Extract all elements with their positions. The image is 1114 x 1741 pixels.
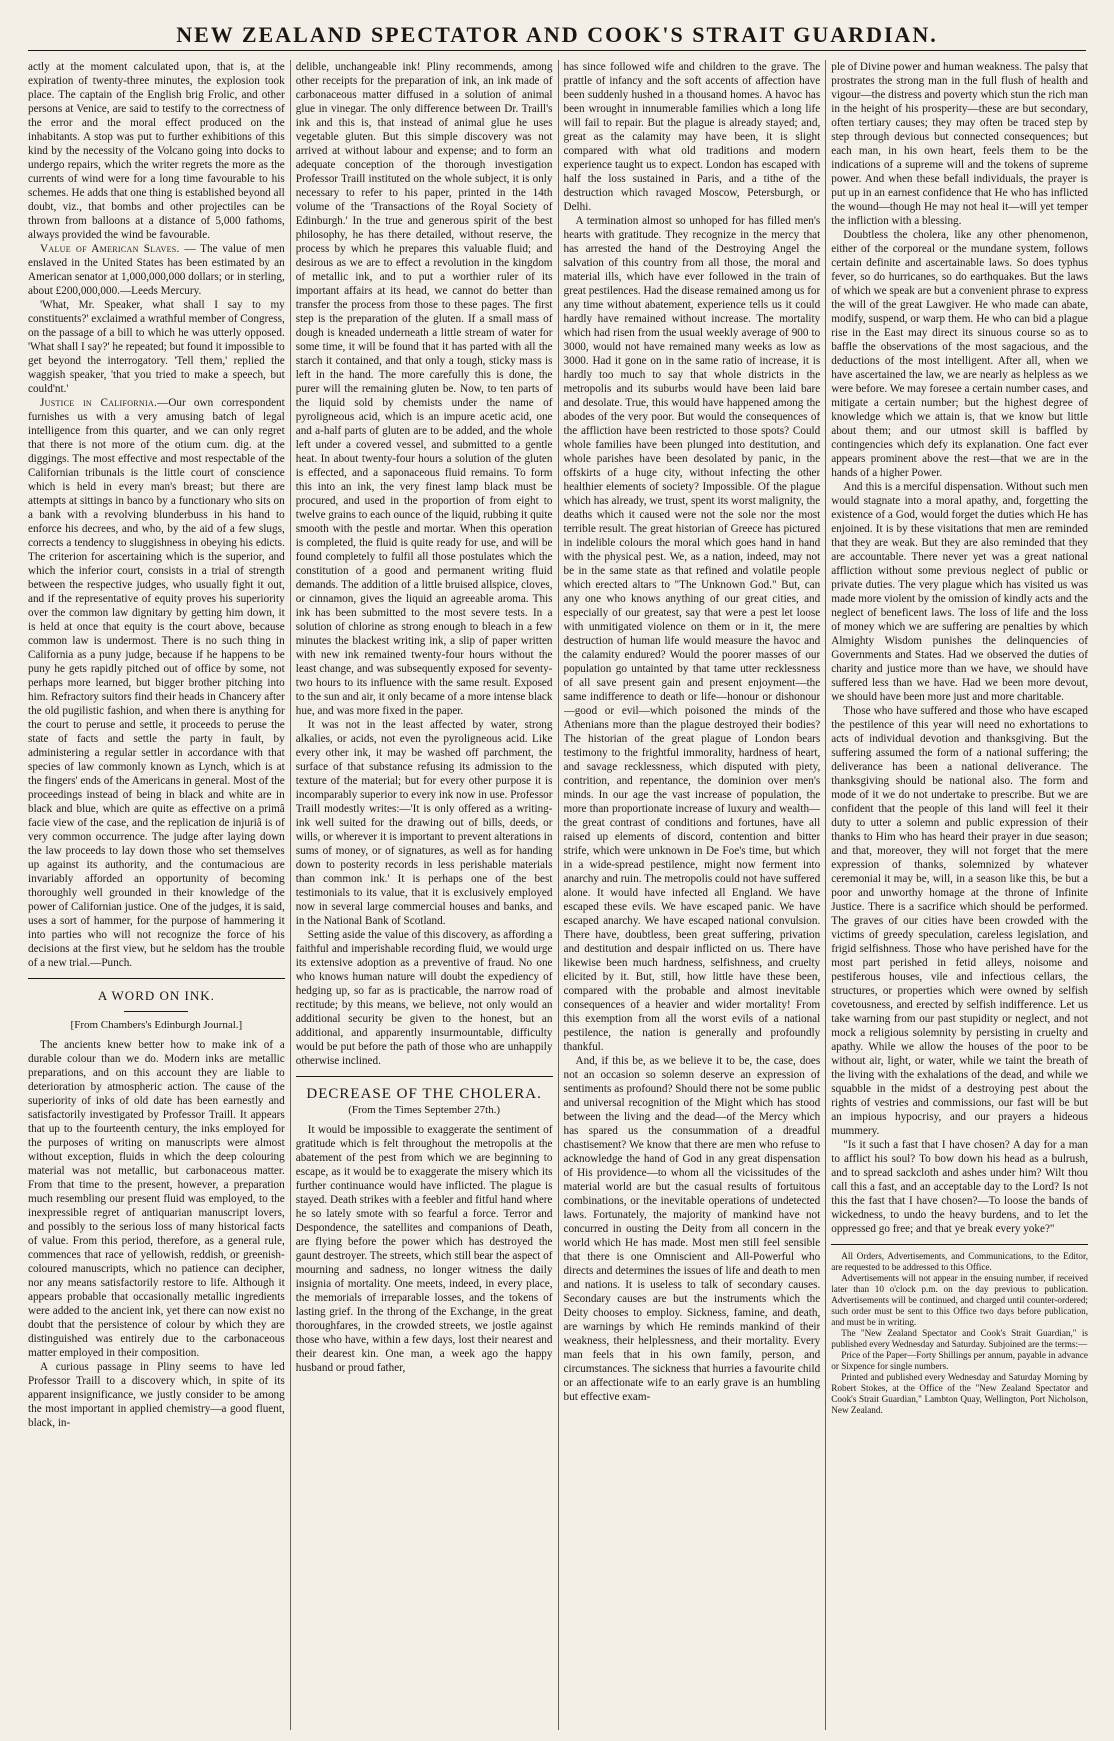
american-slaves-text: — The value of men enslaved in the United States has been estimated by an American senator at 1,000,000,000 dollars; or in sterling, about £200,000,000.—Leeds Mercury.	[28, 243, 285, 297]
notice-orders: All Orders, Advertisements, and Communications, to the Editor, are requested to be addressed to this Office.	[831, 1251, 1088, 1272]
column-divider	[558, 60, 559, 1730]
ink-article-source: [From Chambers's Edinburgh Journal.]	[70, 1019, 243, 1031]
ink-article-title: A WORD ON INK.	[97, 988, 215, 1003]
columns	[28, 60, 1088, 1730]
notice-advertisements: Advertisements will not appear in the ensuing number, if received later than 10 o'clock p.m. on the day previous to publication. Advertisements will be continued, and charged until counter-ordered; such order must be sent to this Office two days before publication, and must be in writing.	[831, 1273, 1088, 1327]
cholera-paragraph-6: Doubtless the cholera, like any other phenomenon, either of the corporeal or the mundane system, follows certain definite and ascertainable laws. So does typhus fever, so do hurricanes, so do earthquakes. But the laws of which we speak are but a convenient phrase to express the will of the great Lawgiver. He who made can abate, modify, suspend, or warp them. He who can bid a plague rise in the East may direct its sinuous course so as to baffle the observations of the most sagacious, and the deductions of the most intelligent. After all, when we have ascertained the law, we are nearly as helpless as we were before. We may foresee a certain number cases, and mitigate a certain number; but the highest degree of knowledge which we attain is, that we know but little about them; and our utmost skill is baffled by contingencies which defy its explanation. One fact ever appears prominent above the rest—that we are in the hands of a higher Power.	[831, 229, 1088, 479]
column-2	[296, 60, 553, 1730]
ink-paragraph-5: Setting aside the value of this discovery, as affording a faithful and imperishable recording fluid, we would urge its extensive adoption as a preventive of fraud. No one who knows human nature will doubt the expediency of hedging up, so far as is practicable, the narrow road of rectitude; by this means, we believe, not only would an additional security be given to the honest, but an additional, and apparently insurmountable, difficulty would be put before the path of those who are unhappily otherwise inclined.	[295, 929, 553, 1067]
cholera-paragraph-4: And, if this be, as we believe it to be, the case, does not an occasion so solemn deserve an expression of sentiments as profound? Should there not be some public and universal recognition of the Might which has stood between the living and the dead—of the Mercy which has spared us the consummation of a dreadful chastisement? We know that there are men who refuse to acknowledge the hand of God in any great dispensation of His providence—to whom all the vicissitudes of the material world are but the casual results of fortuitous combinations, or the inevitable operations of undetected laws. Fortunately, the majority of mankind have not concurred in ousting the Deity from all concern in the world which He has made. Most men still feel sensible that there is one Omniscient and All-Powerful who directs and determines the issues of life and death to men and nations. It is useless to talk of secondary causes. Secondary causes are but the instruments which the Deity chooses to employ. Sickness, famine, and death, are warnings by which He reminds mankind of their weakness, their helplessness, and their mortality. Every man feels that in his own family, person, and circumstances. The sickness that hurries a favourite child or an affectionate wife to an early grave is an humbling but effective exam-	[563, 1055, 821, 1403]
scripture-quote-paragraph: "Is it such a fast that I have chosen? A day for a man to afflict his soul? To bow down his head as a bulrush, and to spread sackcloth and ashes under him? Wilt thou call this a fast, and an acceptable day to the Lord? Is not this the fast that I have chosen?—To loose the bands of wickedness, to undo the heavy burdens, and to let the oppressed go free; and that ye break every yoke?"	[831, 1139, 1088, 1235]
notice-publication: The "New Zealand Spectator and Cook's Strait Guardian," is published every Wednesday and Saturday. Subjoined are the terms:—	[831, 1328, 1088, 1349]
cholera-paragraph-7: And this is a merciful dispensation. Without such men would stagnate into a moral apathy, and, forgetting the existence of a God, would forget the duties which He has enjoined. It is by these visitations that men are reminded that they are weak. But they are also reminded that they are accountable. There never yet was a great national affliction without some previous neglect of public or private duties. The very plague which has visited us was made more violent by the omission of kindly acts and the neglect of beneficent laws. The loss of life and the loss of money which we are suffering are penalties by which Almighty Wisdom punishes the delinquencies of Governments and States. Had we observed the duties of charity and justice more than we have, we should have suffered less than we have. Had we been more devout, we should have been more just and more charitable.	[831, 481, 1088, 703]
cholera-article-source: (From the Times September 27th.)	[348, 1104, 501, 1116]
section-rule	[831, 1244, 1088, 1245]
american-slaves-paragraph	[28, 242, 285, 298]
ink-paragraph-3: delible, unchangeable ink! Pliny recommends, among other receipts for the preparation of ink, an ink made of carbonaceous matter diffused in a solution of animal glue in vinegar. The only difference between Dr. Traill's ink and this is, that instead of animal glue he uses vegetable gluten. But this simple discovery was not arrived at without labour and expense; and to form an adequate conception of the thorough investigation Professor Traill instituted on the whole subject, it is only necessary to refer to his paper, printed in the 14th volume of the 'Transactions of the Royal Society of Edinburgh.' In the true and generous spirit of the best philosophy, he has there detailed, without reserve, the process by which he prepares this valuable fluid; and desirous as we are to effect a revolution in the kingdom of metallic ink, and to put a worthier ruler of its important affairs at its head, we cannot do better than transfer the process from those to these pages. The first step is the preparation of the gluten. If a small mass of dough is kneaded underneath a little stream of water for some time, it will be found that it has parted with all the starch it contained, and that only a tough, sticky mass is left in the hand. The more carefully this is done, the purer will the remaining gluten be. Now, to ten parts of the liquid sold by chemists under the name of pyroligneous acid, which is an impure acetic acid, one and a-half parts of gluten are to be added, and the whole left under a covered vessel, and submitted to a gentle heat. In about twenty-four hours a solution of the gluten is effected, and a saponaceous fluid remains. To form this into an ink, the very finest lamp black must be procured, and used in the proportion of from eight to twelve grains to each ounce of the liquid, rubbing it quite smooth with the pestle and mortar. When this operation is completed, the fluid is quite ready for use, and will be found completely to fulfil all those postulates which the constitution of a good and permanent writing fluid demands. The addition of a little bruised allspice, cloves, or cinnamon, gives the liquid an agreeable aroma. This ink has been submitted to the most severe tests. In a solution of chlorine as strong enough to bleach in a few minutes the blackest writing ink, a slip of paper written with new ink remained twenty-four hours without the least change, and was subsequently exposed for seventy-two hours to its influence with the same result. Exposed to the sun and air, it only became of a more intense black hue, and was more fixed in the paper.	[295, 61, 553, 717]
ink-paragraph-1: The ancients knew better how to make ink of a durable colour than we do. Modern inks are metallic preparations, and on this account they are liable to deterioration by atmospheric action. The cause of the superiority of inks of old date has been earnestly and satisfactorily investigated by Professor Traill. It appears that up to the fourteenth century, the inks employed for the purposes of writing on manuscripts were almost without exception, fluids in which the deep colouring material was not metallic, but carbonaceous matter. From that time to the present, however, a preparation much resembling our present fluid was employed, to the inexpressible regret of antiquarian manuscript lovers, and possibly to the serious loss of many historical facts of value. From this period, therefore, as a general rule, commences that race of yellowish, reddish, or greenish-coloured manuscripts, which no patience can decipher, nor any means satisfactorily restore to life. Although it appears probable that occasionally metallic ingredients were added to the ancient ink, yet there can now exist no doubt that the persistence of colour by which they are distinguished was entirely due to the carbonaceous matter employed in their composition.	[28, 1039, 285, 1359]
column-3	[564, 60, 821, 1730]
cholera-paragraph-2: has since followed wife and children to the grave. The prattle of infancy and the soft accents of affection have been suddenly hushed in a thousand homes. A havoc has been wrought in innumerable families which a long life will fail to repair. But the plague is already stayed; and, great as the calamity may have been, it is slight compared with what old traditions and modern experience taught us to expect. London has escaped with half the loss sustained in Paris, and a tithe of the destruction which ravaged Moscow, Petersburgh, or Delhi.	[563, 61, 821, 213]
masthead-rule	[28, 50, 1086, 51]
cholera-paragraph-1: It would be impossible to exaggerate the sentiment of gratitude which is felt throughout the metropolis at the abatement of the pest from which we are beginning to escape, as it would be to exaggerate the misery which its further continuance would have inflicted. The plague is stayed. Death strikes with a feebler and fitful hand where he so lately smote with so fearful a force. Terror and Despondence, the satellites and companions of Death, are flying before the power which has destroyed the gaunt destroyer. The streets, which still bear the aspect of mourning and sadness, no longer witness the daily insignia of mortality. One meets, indeed, in every place, the memorials of irreparable losses, and the tokens of lasting grief. In the throng of the Exchange, in the great thoroughfares, in the crowded streets, we jostle against those who have, within a few days, lost their nearest and their dearest kin. One man, a week ago the happy husband or proud father,	[295, 1124, 553, 1374]
notice-imprint: Printed and published every Wednesday and Saturday Morning by Robert Stokes, at the Office of the "New Zealand Spectator and Cook's Strait Guardian," Lambton Quay, Wellington, Port Nicholson, New Zealand.	[831, 1372, 1088, 1415]
california-justice-heading: Justice in California.	[40, 397, 158, 409]
ink-paragraph-4: It was not in the least affected by water, strong alkalies, or acids, not even the pyroligneous acid. Like every other ink, it may be washed off parchment, the surface of that substance refusing its admission to the texture of the material; but for every other purpose it is incomparably superior to every ink now in use. Professor Traill modestly writes:—'It is only offered as a writing-ink well suited for the drawing out of bills, deeds, or wills, or wherever it is important to prevent alterations in sums of money, or of signatures, as well as for handing down to posterity records in less perishable materials than common ink.' It is perhaps one of the best testimonials to its value, that it is exclusively employed now in several large commercial houses and banks, and in the National Bank of Scotland.	[295, 719, 553, 927]
column-divider	[825, 60, 826, 1730]
speaker-anecdote-paragraph: 'What, Mr. Speaker, what shall I say to my constituents?' exclaimed a wrathful member of Congress, on the passage of a bill to which he was utterly opposed. 'What shall I say?' he repeated; but found it impossible to get beyond the interrogatory. 'Tell them,' replied the waggish speaker, 'that you tried to make a speech, but could'nt.'	[28, 299, 285, 395]
california-justice-paragraph	[28, 396, 285, 970]
masthead-title: NEW ZEALAND SPECTATOR AND COOK'S STRAIT GUARDIAN.	[176, 22, 938, 47]
ink-paragraph-2: A curious passage in Pliny seems to have led Professor Traill to a discovery which, in spite of its apparent insignificance, we justly consider to be among the most important in applied chemistry—a good fluent, black, in-	[28, 1361, 285, 1429]
section-rule	[296, 1076, 553, 1077]
cholera-article-title: DECREASE OF THE CHOLERA.	[306, 1086, 542, 1102]
cholera-paragraph-3: A termination almost so unhoped for has filled men's hearts with gratitude. They recognize in the mercy that has arrested the hand of the Destroying Angel the salvation of this country from all those, the moral and material ills, which have ever followed in the train of great pestilences. Had the disease remained among us for any time without abatement, experience tells us it could hardly have remained without increase. The mortality which had risen from the usual weekly average of 900 to 3000, would not have remained many weeks as low as 3000. Had it gone on in the same ratio of increase, it is hardly too much to say that whole districts in the metropolis and its suburbs would have been laid bare and desolate. True, this would have happened among the abodes of the very poor. But would the consequences of the affliction have been restricted to those spots? Could whole families have been plunged into destitution, and whole parishes have been desolated by panic, in the offskirts of a huge city, without infecting the other healthier elements of society? Impossible. Of the plague which has already, we trust, spent its worst malignity, the deaths which it caused were not the sole nor the most terrible result. The great historian of Greece has pictured in indelible colours the moral which goes hand in hand with the physical pest. We, as a nation, indeed, may not be in the same state as that refined and volatile people which erected altars to "The Unknown God." But, can any one who knows anything of our great cities, and especially of our greatest, say that were a pest let loose with unmitigated violence on them or in it, the mere destruction of human life would measure the havoc and the calamity endured? Would the poorer masses of our population go untainted by that tame utter recklessness of all save present gain and present enjoyment—the same indifference to death or life—honour or dishonour—good or evil—which poisoned the minds of the Athenians more than the plague destroyed their bodies? The historian of the great plague of London bears testimony to the frightful immorality, hardness of heart, and savage recklessness, which disputed with piety, contrition, and repentance, the dominion over men's minds. In our age the vast increase of population, the more than proportionate increase of luxury and wealth—the great contrast of conditions and fortunes, have all raised up elements of discord, contention and bitter strife, which were unknown in De Foe's time, but which in a wide-spread pestilence, might now ferment into anarchy and ruin. The metropolis could not have suffered alone. It would have infected all England. We have escaped these evils. We have escaped panic. We have escaped anarchy. We have escaped national convulsion. There have, doubtless, been great suffering, privation and destitution and despair inflicted on us. There have likewise been much hardness, selfishness, and cruelty elicited by it. But, still, how little have these been, compared with the probable and almost inevitable consequences of a heavier and wider mortality! From this exemption from all the worst evils of a national pestilence, the nation is generally and profoundly thankful.	[563, 215, 821, 1053]
california-justice-text: —Our own correspondent furnishes us with a very amusing batch of legal intelligence from this quarter, and we can only regret that there is not more of the otium cum. dig. at the diggings. The most effective and most respectable of the Californian tribunals is the little court of conscience which is held in every man's breast; but there are attempts at sittings in banco by a functionary who sits on a bank with a revolving blunderbuss in his hand to enforce his decrees, and who, by the aid of a few slugs, corrects a tendency to sluggishness in obeying his edicts. The criterion for ascertaining which is the superior, and which the inferior court, consists in a trial of strength between the respective judges, who usually fight it out, and if the representative of equity proves his superiority over the common law dignitary by getting him down, it is held at once that equity is the court above, because common law is undermost. There is no such thing in California as a puny judge, because if he happens to be puny he gets rapidly pitched out of office by some, not perhaps more learned, but bigger brother pitching into him. Refractory suitors find their heads in Chancery after the old pugilistic fashion, and when there is anything for the court to peruse and settle, it proceeds to peruse the state of facts and settle the party in fault, by administering a regular settler in accordance with that species of law commonly known as Lynch, which is at the fingers' ends of the Americans in general. Most of the proceedings instead of being in black and white are in black and blue, which are quite as effective on a primâ facie view of the case, and the replication de injuriâ is of very common occurrence. The judge after laying down the law proceeds to lay down those who set themselves up against its authority, and the contumacious are invariably afforded an opportunity of becoming thoroughly well grounded in their knowledge of the power of Californian justice. One of the judges, it is said, uses a sort of hammer, for the purpose of hammering it into parties who will not recognize the force of his decisions at the first view, but he seldom has the trouble of a new trial.—Punch.	[28, 397, 285, 969]
notice-price: Price of the Paper—Forty Shillings per annum, payable in advance or Sixpence for single numbers.	[831, 1350, 1088, 1371]
cholera-paragraph-5: ple of Divine power and human weakness. The palsy that prostrates the strong man in the full flush of health and vigour—the distress and poverty which stun the rich man in the height of his prosperity—these are but secondary, often tertiary causes; they may often be traced step by step through devious but connected consequences; but each man, in his own heart, feels them to be the indications of a supreme will and the tokens of supreme power. And when these befall individuals, the prayer is put up in an earnest confidence that He who has inflicted the wound—though He may not heal it—will yet temper the infliction with a blessing.	[831, 61, 1088, 227]
column-1	[28, 60, 285, 1730]
publisher-notice	[831, 1251, 1088, 1416]
american-slaves-heading: Value of American Slaves.	[40, 243, 180, 255]
section-rule	[28, 978, 285, 979]
column-divider	[290, 60, 291, 1730]
cholera-paragraph-8: Those who have suffered and those who have escaped the pestilence of this year will need no exhortations to acts of individual devotion and thanksgiving. But the suffering assumed the form of a national suffering; the deliverance has been a national deliverance. The thanksgiving should be national also. The form and mode of it we do not undertake to prescribe. But we are confident that the people of this land will feel it their duty to utter a solemn and public expression of their thanks to Him who has heard their prayer in due season; and that, moreover, they will not forget that the mere expression of thanks, solemnized by whatever ceremonial it may be, will, in a season like this, be but a poor and unworthy homage at the throne of Infinite Justice. There is a sacrifice which should be performed. The graves of our cities have been crowded with the victims of greedy speculation, careless legislation, and frigid selfishness. Those who have perished have for the most part perished in fetid alleys, noisome and pestiferous houses, vile and infectious cellars, the structures, or properties which were owned by selfish covetousness, and erected by selfish indifference. Let us take warning from our past stupidity or neglect, and not mock a religious solemnity by persisting in cruelty and apathy. While we allow the houses of the poor to be without air, light, or water, while we taint the breath of the living with the exhalations of the dead, and while we squabble in the midst of a destroying pest about the rights of vestries and commissions, our fast will be but an impious hypocrisy, and our prayers a hideous mummery.	[831, 705, 1088, 1137]
balloon-bombs-paragraph: actly at the moment calculated upon, that is, at the expiration of twenty-three minutes, the explosion took place. The captain of the English brig Frolic, and other persons at Venice, are said to testify to the correctness of the error and the moral effect produced on the inhabitants. A stop was put to further exhibitions of this kind by the necessity of the Volcano going into docks to undergo repairs, which the writer regrets the more as the currents of wind were for a long time favourable to his schemes. He adds that one thing is established beyond all doubt, viz., that bombs and other projectiles can be thrown from balloons at a distance of 5,000 fathoms, always provided the wind be favourable.	[28, 61, 285, 241]
column-4	[831, 60, 1088, 1730]
title-rule	[124, 1011, 188, 1012]
